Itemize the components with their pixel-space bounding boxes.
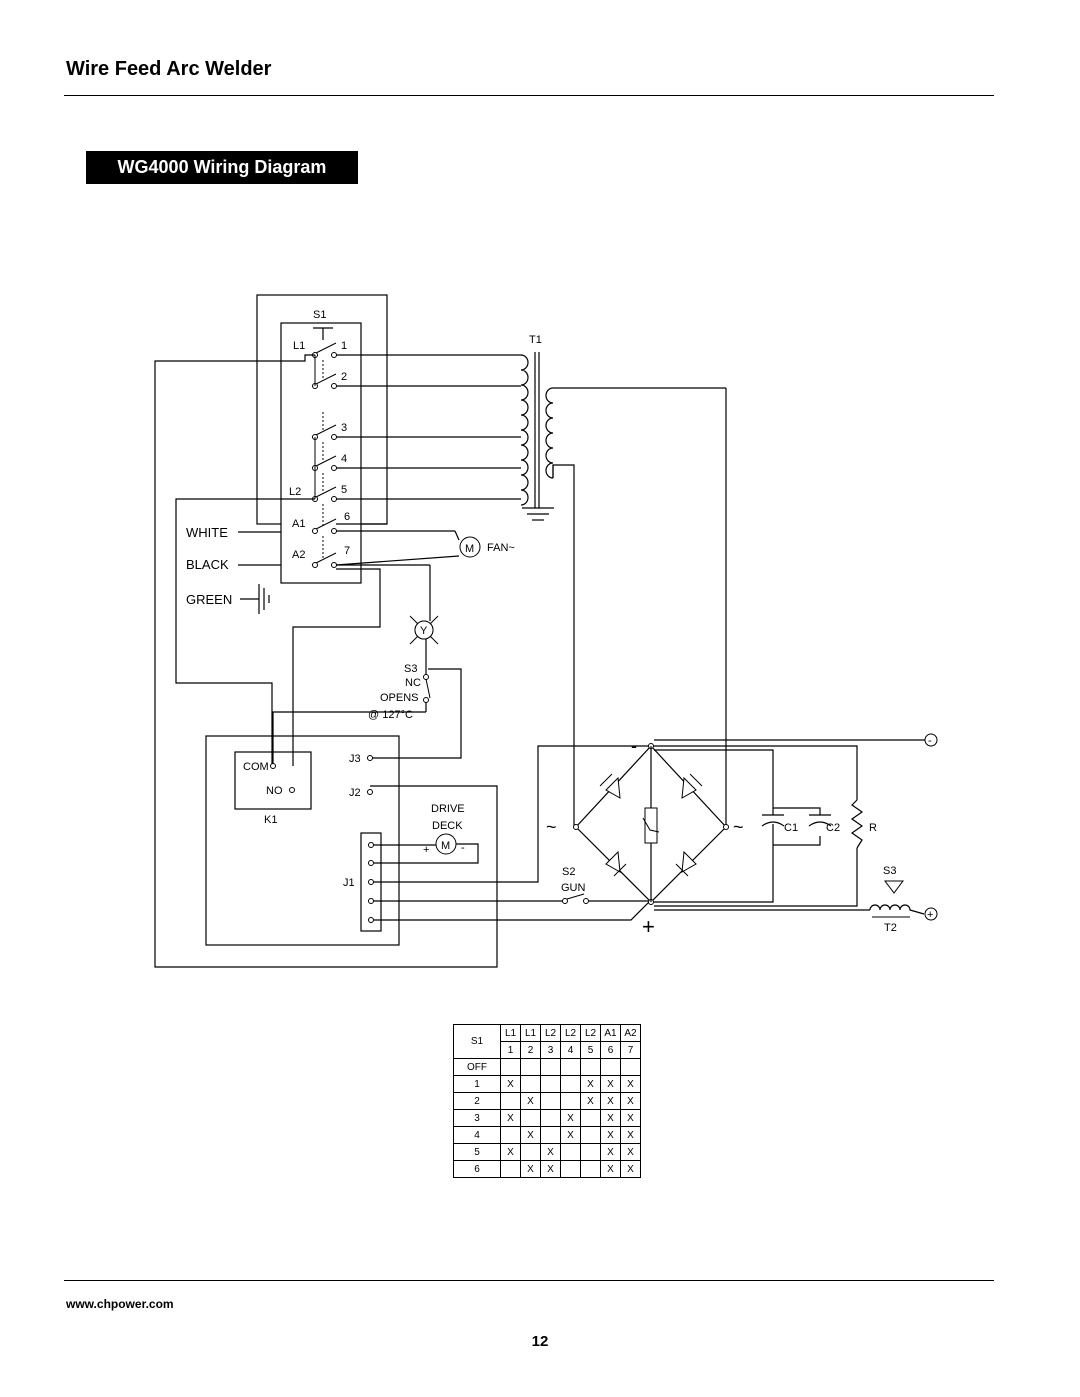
contact-5-label: 5 bbox=[341, 484, 348, 496]
table-terminal-header: L1 bbox=[521, 1025, 541, 1042]
section-title: WG4000 Wiring Diagram bbox=[86, 151, 358, 184]
contact-3-label: 3 bbox=[341, 422, 348, 434]
switch-s1 bbox=[257, 295, 387, 583]
drive-motor bbox=[374, 803, 478, 863]
connector-j3-label: J3 bbox=[349, 753, 361, 765]
table-position: 3 bbox=[454, 1110, 501, 1127]
ac-symbol-left: ~ bbox=[546, 817, 557, 837]
table-position: 2 bbox=[454, 1093, 501, 1110]
table-cell bbox=[501, 1093, 521, 1110]
table-cell: X bbox=[621, 1093, 641, 1110]
contact-1-label: 1 bbox=[341, 340, 348, 352]
table-position: 6 bbox=[454, 1161, 501, 1178]
table-cell bbox=[521, 1144, 541, 1161]
table-position: OFF bbox=[454, 1059, 501, 1076]
table-cell bbox=[541, 1110, 561, 1127]
table-cell bbox=[501, 1059, 521, 1076]
terminal-a2-label: A2 bbox=[292, 549, 306, 561]
table-cell: X bbox=[601, 1093, 621, 1110]
table-cell bbox=[561, 1076, 581, 1093]
footer-url-link[interactable]: www.chpower.com bbox=[66, 1297, 174, 1311]
table-cell bbox=[621, 1059, 641, 1076]
table-contact-header: 7 bbox=[621, 1042, 641, 1059]
table-cell: X bbox=[521, 1127, 541, 1144]
table-cell: X bbox=[501, 1076, 521, 1093]
bridge-plus: + bbox=[642, 914, 655, 939]
table-row bbox=[454, 1161, 641, 1178]
gun-switch-label: S2 bbox=[562, 866, 576, 878]
table-cell: X bbox=[501, 1110, 521, 1127]
table-cell bbox=[581, 1059, 601, 1076]
relay-com-label: COM bbox=[243, 761, 269, 773]
table-cell bbox=[581, 1110, 601, 1127]
table-row bbox=[454, 1059, 641, 1076]
output-filter bbox=[654, 734, 937, 934]
table-cell: X bbox=[521, 1161, 541, 1178]
output-wiring bbox=[374, 746, 651, 920]
relay-no-label: NO bbox=[266, 785, 283, 797]
thermostat-opens-label: OPENS bbox=[380, 692, 419, 704]
deck-label: DECK bbox=[432, 820, 463, 832]
table-terminal-header: L2 bbox=[581, 1025, 601, 1042]
switch-s1-label: S1 bbox=[313, 309, 327, 321]
contact-6-label: 6 bbox=[344, 511, 351, 523]
switch-s1-table bbox=[453, 1024, 641, 1178]
thermostat-label: S3 bbox=[404, 663, 418, 675]
table-contact-header: 5 bbox=[581, 1042, 601, 1059]
indicator-lamp bbox=[410, 565, 438, 676]
table-cell: X bbox=[601, 1110, 621, 1127]
control-board bbox=[206, 736, 399, 945]
table-terminal-header: L1 bbox=[501, 1025, 521, 1042]
table-cell bbox=[601, 1059, 621, 1076]
table-cell: X bbox=[621, 1076, 641, 1093]
table-cell: X bbox=[501, 1144, 521, 1161]
table-cell: X bbox=[601, 1076, 621, 1093]
table-cell bbox=[521, 1059, 541, 1076]
motor-minus: - bbox=[461, 842, 465, 854]
table-cell bbox=[561, 1161, 581, 1178]
table-cell bbox=[521, 1076, 541, 1093]
table-position: 5 bbox=[454, 1144, 501, 1161]
table-cell bbox=[541, 1093, 561, 1110]
contact-4-label: 4 bbox=[341, 453, 348, 465]
bridge-rectifier bbox=[546, 736, 744, 939]
connector-j2-label: J2 bbox=[349, 787, 361, 799]
primary-wiring bbox=[336, 355, 726, 827]
table-row bbox=[454, 1127, 641, 1144]
output-s3-label: S3 bbox=[883, 865, 897, 877]
table-row bbox=[454, 1110, 641, 1127]
table-cell: X bbox=[521, 1093, 541, 1110]
table-cell bbox=[541, 1076, 561, 1093]
table-contact-header: 6 bbox=[601, 1042, 621, 1059]
table-cell bbox=[521, 1110, 541, 1127]
thermostat-nc-label: NC bbox=[405, 677, 421, 689]
table-cell bbox=[561, 1059, 581, 1076]
wire-green-label: GREEN bbox=[186, 592, 233, 607]
terminal-a1-label: A1 bbox=[292, 518, 306, 530]
capacitor-c1-label: C1 bbox=[784, 822, 799, 834]
capacitor-c2-label: C2 bbox=[826, 822, 841, 834]
table-cell: X bbox=[561, 1127, 581, 1144]
output-minus: - bbox=[928, 735, 932, 747]
fan-motor bbox=[460, 537, 515, 557]
lamp-label: Y bbox=[420, 625, 428, 637]
terminal-l2-label: L2 bbox=[289, 486, 302, 498]
table-terminal-header: L2 bbox=[541, 1025, 561, 1042]
table-cell bbox=[581, 1161, 601, 1178]
resistor-label: R bbox=[869, 822, 877, 834]
table-cell bbox=[501, 1161, 521, 1178]
table-cell bbox=[581, 1144, 601, 1161]
inductor-t2-label: T2 bbox=[884, 922, 897, 934]
terminal-l1-label: L1 bbox=[293, 340, 306, 352]
thermostat-s3 bbox=[273, 663, 461, 766]
fan-label: FAN~ bbox=[487, 542, 515, 554]
table-cell: X bbox=[601, 1127, 621, 1144]
transformer-t1 bbox=[521, 334, 554, 520]
table-row bbox=[454, 1076, 641, 1093]
table-contact-header: 3 bbox=[541, 1042, 561, 1059]
document-title: Wire Feed Arc Welder bbox=[66, 58, 272, 80]
table-cell: X bbox=[581, 1076, 601, 1093]
ac-symbol-right: ~ bbox=[733, 817, 744, 837]
table-cell bbox=[581, 1127, 601, 1144]
switch-s1-body bbox=[281, 323, 361, 583]
table-terminal-header: A2 bbox=[621, 1025, 641, 1042]
table-contact-header: 2 bbox=[521, 1042, 541, 1059]
table-cell: X bbox=[621, 1144, 641, 1161]
table-cell: X bbox=[541, 1161, 561, 1178]
gun-label: GUN bbox=[561, 882, 586, 894]
table-cell: X bbox=[601, 1144, 621, 1161]
table-cell: X bbox=[621, 1161, 641, 1178]
wire-black-label: BLACK bbox=[186, 557, 229, 572]
output-plus: + bbox=[927, 909, 934, 921]
footer-rule bbox=[64, 1280, 994, 1281]
drive-motor-symbol: M bbox=[441, 840, 451, 852]
table-cell: X bbox=[621, 1110, 641, 1127]
table-cell: X bbox=[601, 1161, 621, 1178]
table-terminal-header: A1 bbox=[601, 1025, 621, 1042]
table-cell bbox=[541, 1127, 561, 1144]
fan-motor-symbol: M bbox=[465, 543, 475, 555]
table-contact-header: 4 bbox=[561, 1042, 581, 1059]
contact-7-label: 7 bbox=[344, 545, 351, 557]
wire-white-label: WHITE bbox=[186, 525, 228, 540]
motor-plus: + bbox=[423, 844, 430, 856]
bridge-minus: - bbox=[631, 736, 637, 756]
table-corner-label: S1 bbox=[454, 1025, 501, 1059]
table-cell bbox=[541, 1059, 561, 1076]
table-cell bbox=[501, 1127, 521, 1144]
table-cell bbox=[561, 1144, 581, 1161]
table-cell: X bbox=[541, 1144, 561, 1161]
contact-2-label: 2 bbox=[341, 371, 348, 383]
page-number: 12 bbox=[531, 1333, 549, 1350]
table-cell: X bbox=[561, 1110, 581, 1127]
table-contact-header: 1 bbox=[501, 1042, 521, 1059]
table-row bbox=[454, 1093, 641, 1110]
table-cell: X bbox=[581, 1093, 601, 1110]
table-terminal-header: L2 bbox=[561, 1025, 581, 1042]
thermostat-temp-label: @ 127°C bbox=[368, 709, 413, 721]
connector-j1-label: J1 bbox=[343, 877, 355, 889]
table-cell bbox=[561, 1093, 581, 1110]
drive-label: DRIVE bbox=[431, 803, 465, 815]
table-position: 4 bbox=[454, 1127, 501, 1144]
relay-label: K1 bbox=[264, 814, 278, 826]
table-cell: X bbox=[621, 1127, 641, 1144]
table-row bbox=[454, 1144, 641, 1161]
table-position: 1 bbox=[454, 1076, 501, 1093]
transformer-label: T1 bbox=[529, 334, 542, 346]
